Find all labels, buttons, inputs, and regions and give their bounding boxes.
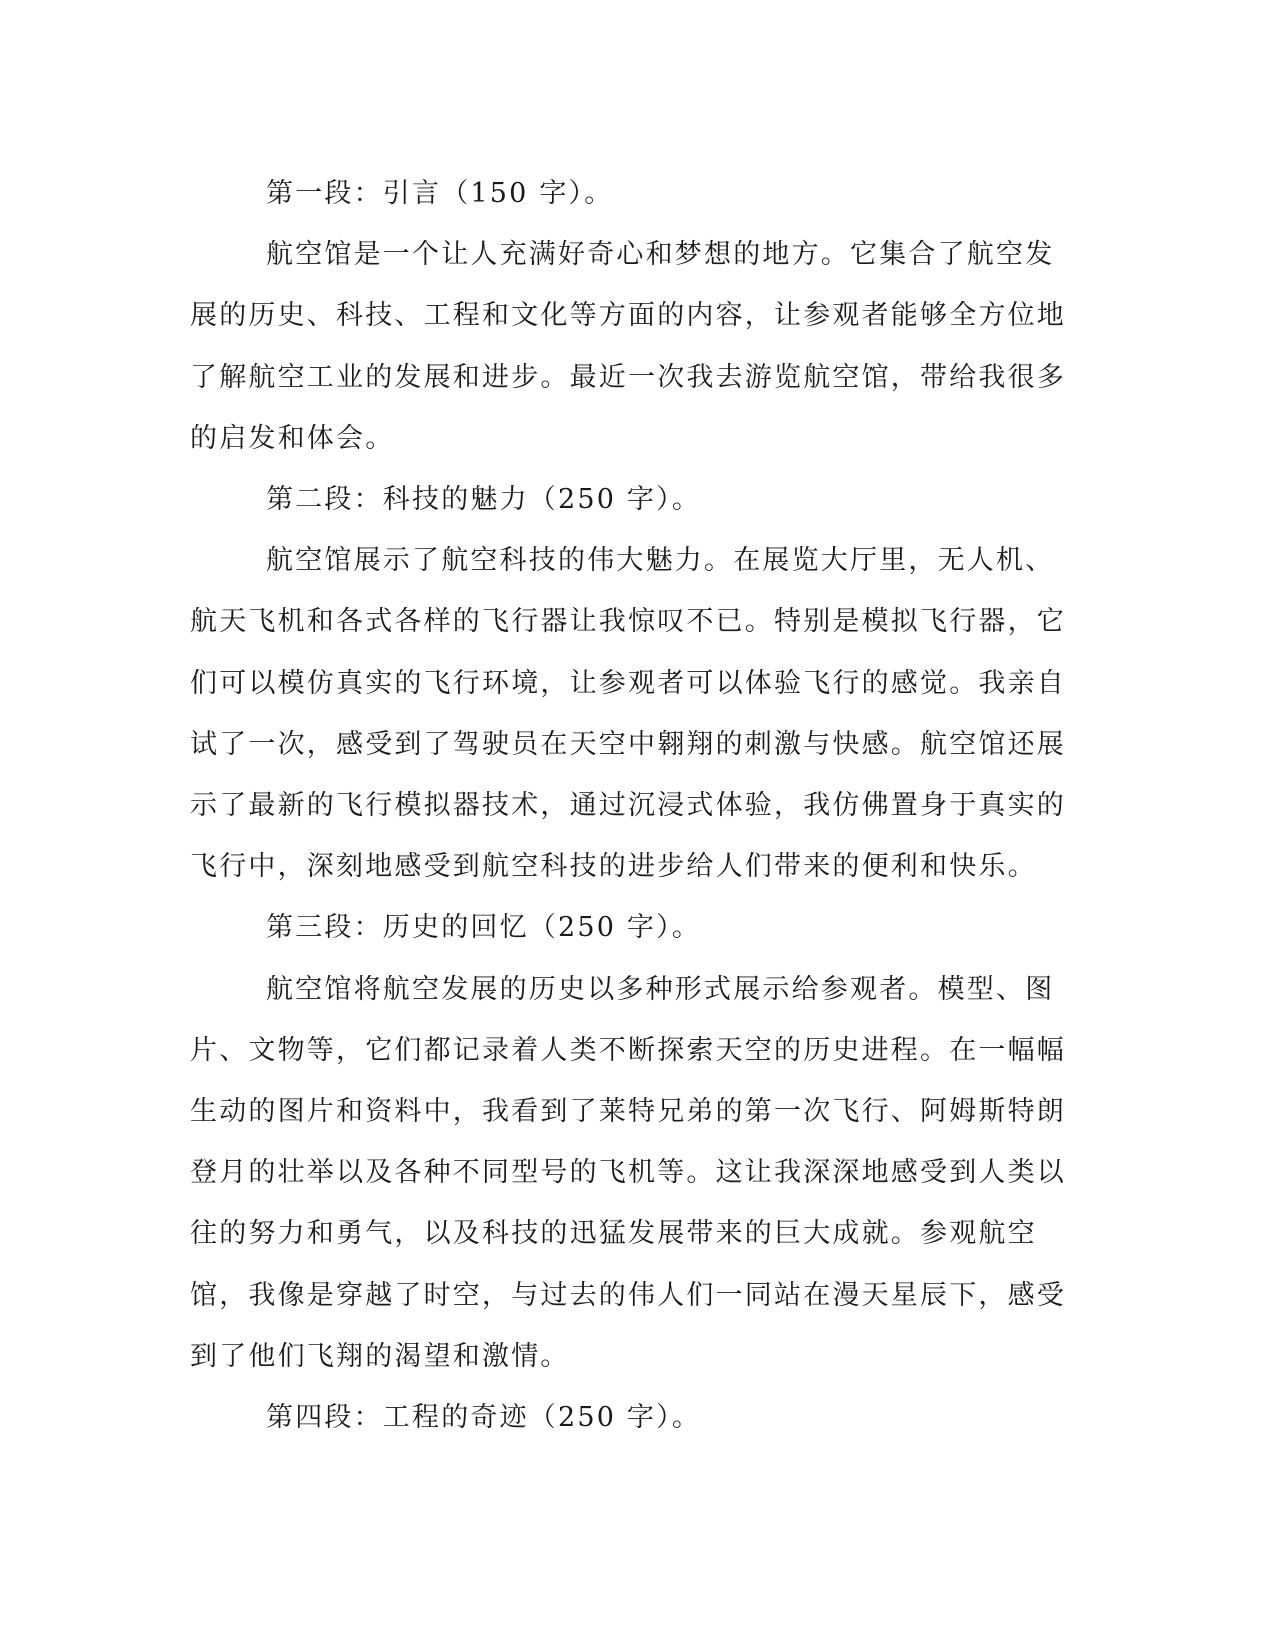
section-paragraph-2: 航空馆展示了航空科技的伟大魅力。在展览大厅里，无人机、航天飞机和各式各样的飞行器让我惊叹不已。特别是模拟飞行器，它们可以模仿真实的飞行环境，让参观者可以体验飞行的感觉。我亲自试了一次，感受到了驾驶员在天空中翱翔的刺激与快感。航空馆还展示了最新的飞行模拟器技术，通过沉浸式体验，我仿佛置身于真实的飞行中，深刻地感受到航空科技的进步给人们带来的便利和快乐。 [190, 545, 1066, 883]
document-body [190, 163, 1082, 1448]
section-paragraph-3: 航空馆将航空发展的历史以多种形式展示给参观者。模型、图片、文物等，它们都记录着人类不断探索天空的历史进程。在一幅幅生动的图片和资料中，我看到了莱特兄弟的第一次飞行、阿姆斯特朗登月的壮举以及各种不同型号的飞机等。这让我深深地感受到人类以往的努力和勇气，以及科技的迅猛发展带来的巨大成就。参观航空馆，我像是穿越了时空，与过去的伟人们一同站在漫天星辰下，感受到了他们飞翔的渴望和激情。 [190, 973, 1066, 1372]
section-paragraph-1: 航空馆是一个让人充满好奇心和梦想的地方。它集合了航空发展的历史、科技、工程和文化等方面的内容，让参观者能够全方位地了解航空工业的发展和进步。最近一次我去游览航空馆，带给我很多的启发和体会。 [190, 239, 1066, 454]
section-heading-2: 第二段：科技的魅力（250 字）。 [266, 484, 702, 516]
section-heading-3: 第三段：历史的回忆（250 字）。 [266, 912, 702, 944]
section-heading-1: 第一段：引言（150 字）。 [266, 178, 614, 209]
section-heading-4: 第四段：工程的奇迹（250 字）。 [266, 1402, 702, 1434]
